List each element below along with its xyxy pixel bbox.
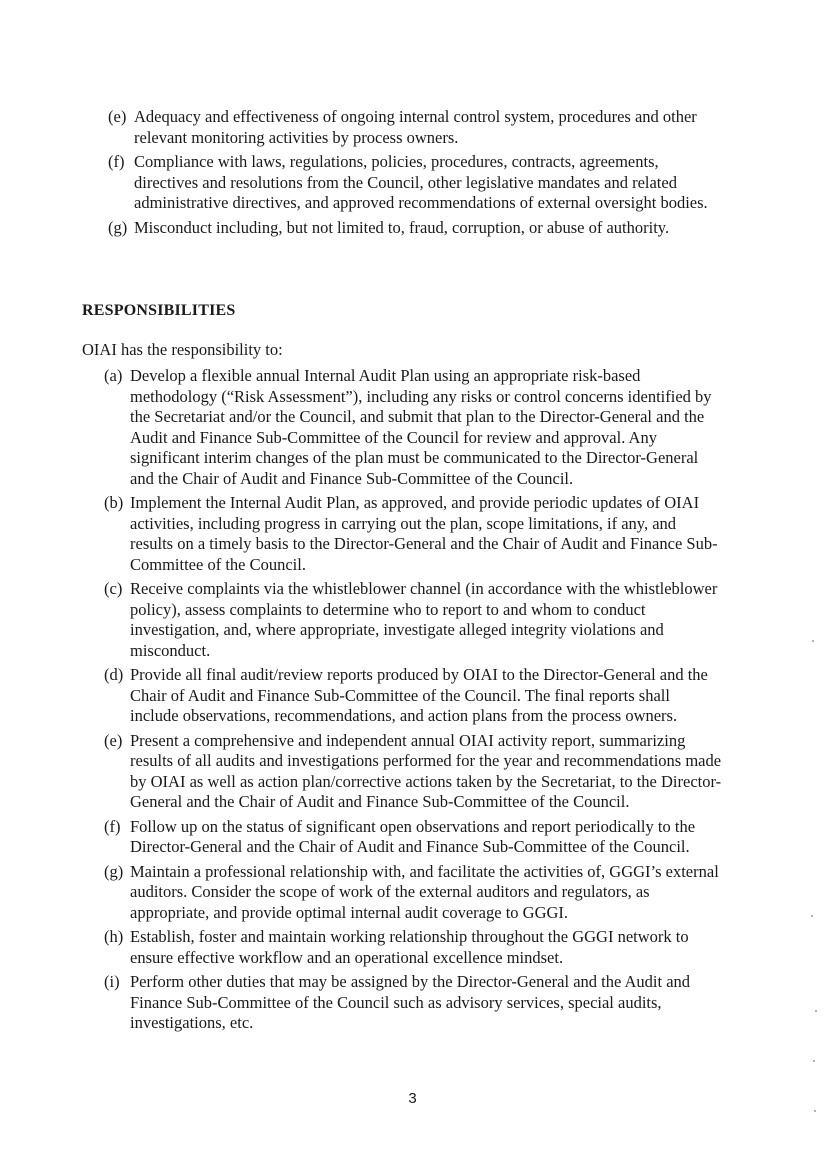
list-item-text: Receive complaints via the whistleblower channel (in accordance with the whistleblower policy), assess complaints to determine who to report to and whom to conduct investigation, and, where appropriate, investigate alleged integrity violations and misconduct. [130, 579, 718, 660]
list-item [104, 927, 722, 968]
list-item [104, 366, 722, 489]
scan-edge-marks [809, 0, 819, 1168]
list-item-text: Adequacy and effectiveness of ongoing internal control system, procedures and other relevant monitoring activities by process owners. [134, 107, 697, 147]
list-item-text: Provide all final audit/review reports produced by OIAI to the Director-General and the Chair of Audit and Finance Sub-Committee of the Council. The final reports shall include observations, recommendations, and action plans from the process owners. [130, 665, 708, 725]
list-item [104, 493, 722, 575]
scope-list-continued [108, 107, 718, 242]
section-intro: OIAI has the responsibility to: [82, 340, 283, 359]
list-item-text: Perform other duties that may be assigned by the Director-General and the Audit and Finance Sub-Committee of the Council such as advisory services, special audits, investigations, etc. [130, 972, 691, 1032]
list-item-text: Present a comprehensive and independent annual OIAI activity report, summarizing results of all audits and investigations performed for the year and recommendations made by OIAI as well as action plan/corrective actions taken by the Secretariat, to the Director-General and the Chair of Audit and Finance Sub-Committee of the Council. [130, 730, 722, 811]
list-item-text: Implement the Internal Audit Plan, as approved, and provide periodic updates of OIAI activities, including progress in carrying out the plan, scope limitations, if any, and results on a timely basis to the Director-General and the Chair of Audit and Finance Sub-Committee of the Council. [130, 493, 718, 574]
list-item-label: (g) [108, 217, 128, 237]
list-item-label: (e) [104, 730, 123, 750]
list-item [104, 862, 722, 924]
list-item-label: (e) [108, 107, 127, 126]
list-item-label: (d) [104, 665, 124, 684]
list-item-label: (a) [104, 366, 123, 385]
list-item-label: (c) [104, 579, 123, 598]
list-item-label: (f) [104, 816, 121, 836]
list-item-text: Compliance with laws, regulations, policies, procedures, contracts, agreements, directives and resolutions from the Council, other legislative mandates and related administrative directives, and approved recommendations of external oversight bodies. [134, 152, 708, 212]
page-number: 3 [408, 1090, 417, 1107]
list-item-text: Follow up on the status of significant open observations and report periodically to the Director-General and the Chair of Audit and Finance Sub-Committee of the Council. [130, 816, 696, 856]
list-item [108, 218, 718, 239]
list-item-text: Maintain a professional relationship with, and facilitate the activities of, GGGI’s external auditors. Consider the scope of work of the external auditors and regulators, as appropriate, and provide optimal internal audit coverage to GGGI. [130, 861, 719, 922]
responsibilities-list [104, 366, 722, 1038]
list-item-text: Misconduct including, but not limited to, fraud, corruption, or abuse of authority. [134, 217, 670, 237]
list-item-text: Establish, foster and maintain working relationship throughout the GGGI network to ensure effective workflow and an operational excellence mindset. [130, 927, 689, 967]
list-item [108, 152, 718, 214]
list-item [104, 817, 722, 858]
list-item-text: Develop a flexible annual Internal Audit Plan using an appropriate risk-based methodology (“Risk Assessment”), including any risks or control concerns identified by the Secretariat and/or the Council, and submit that plan to the Director-General and the Audit and Finance Sub-Committee of the Council for review and approval. Any significant interim changes of the plan must be communicated to the Director-General and the Chair of Audit and Finance Sub-Committee of the Council. [130, 366, 712, 488]
list-item-label: (g) [104, 861, 124, 881]
list-item-label: (f) [108, 152, 125, 171]
section-heading: RESPONSIBILITIES [82, 302, 236, 319]
list-item-label: (b) [104, 493, 124, 512]
list-item-label: (i) [104, 972, 120, 991]
list-item [104, 731, 722, 813]
list-item [104, 579, 722, 661]
list-item [104, 972, 722, 1034]
list-item [108, 107, 718, 148]
list-item-label: (h) [104, 927, 124, 946]
list-item [104, 665, 722, 727]
